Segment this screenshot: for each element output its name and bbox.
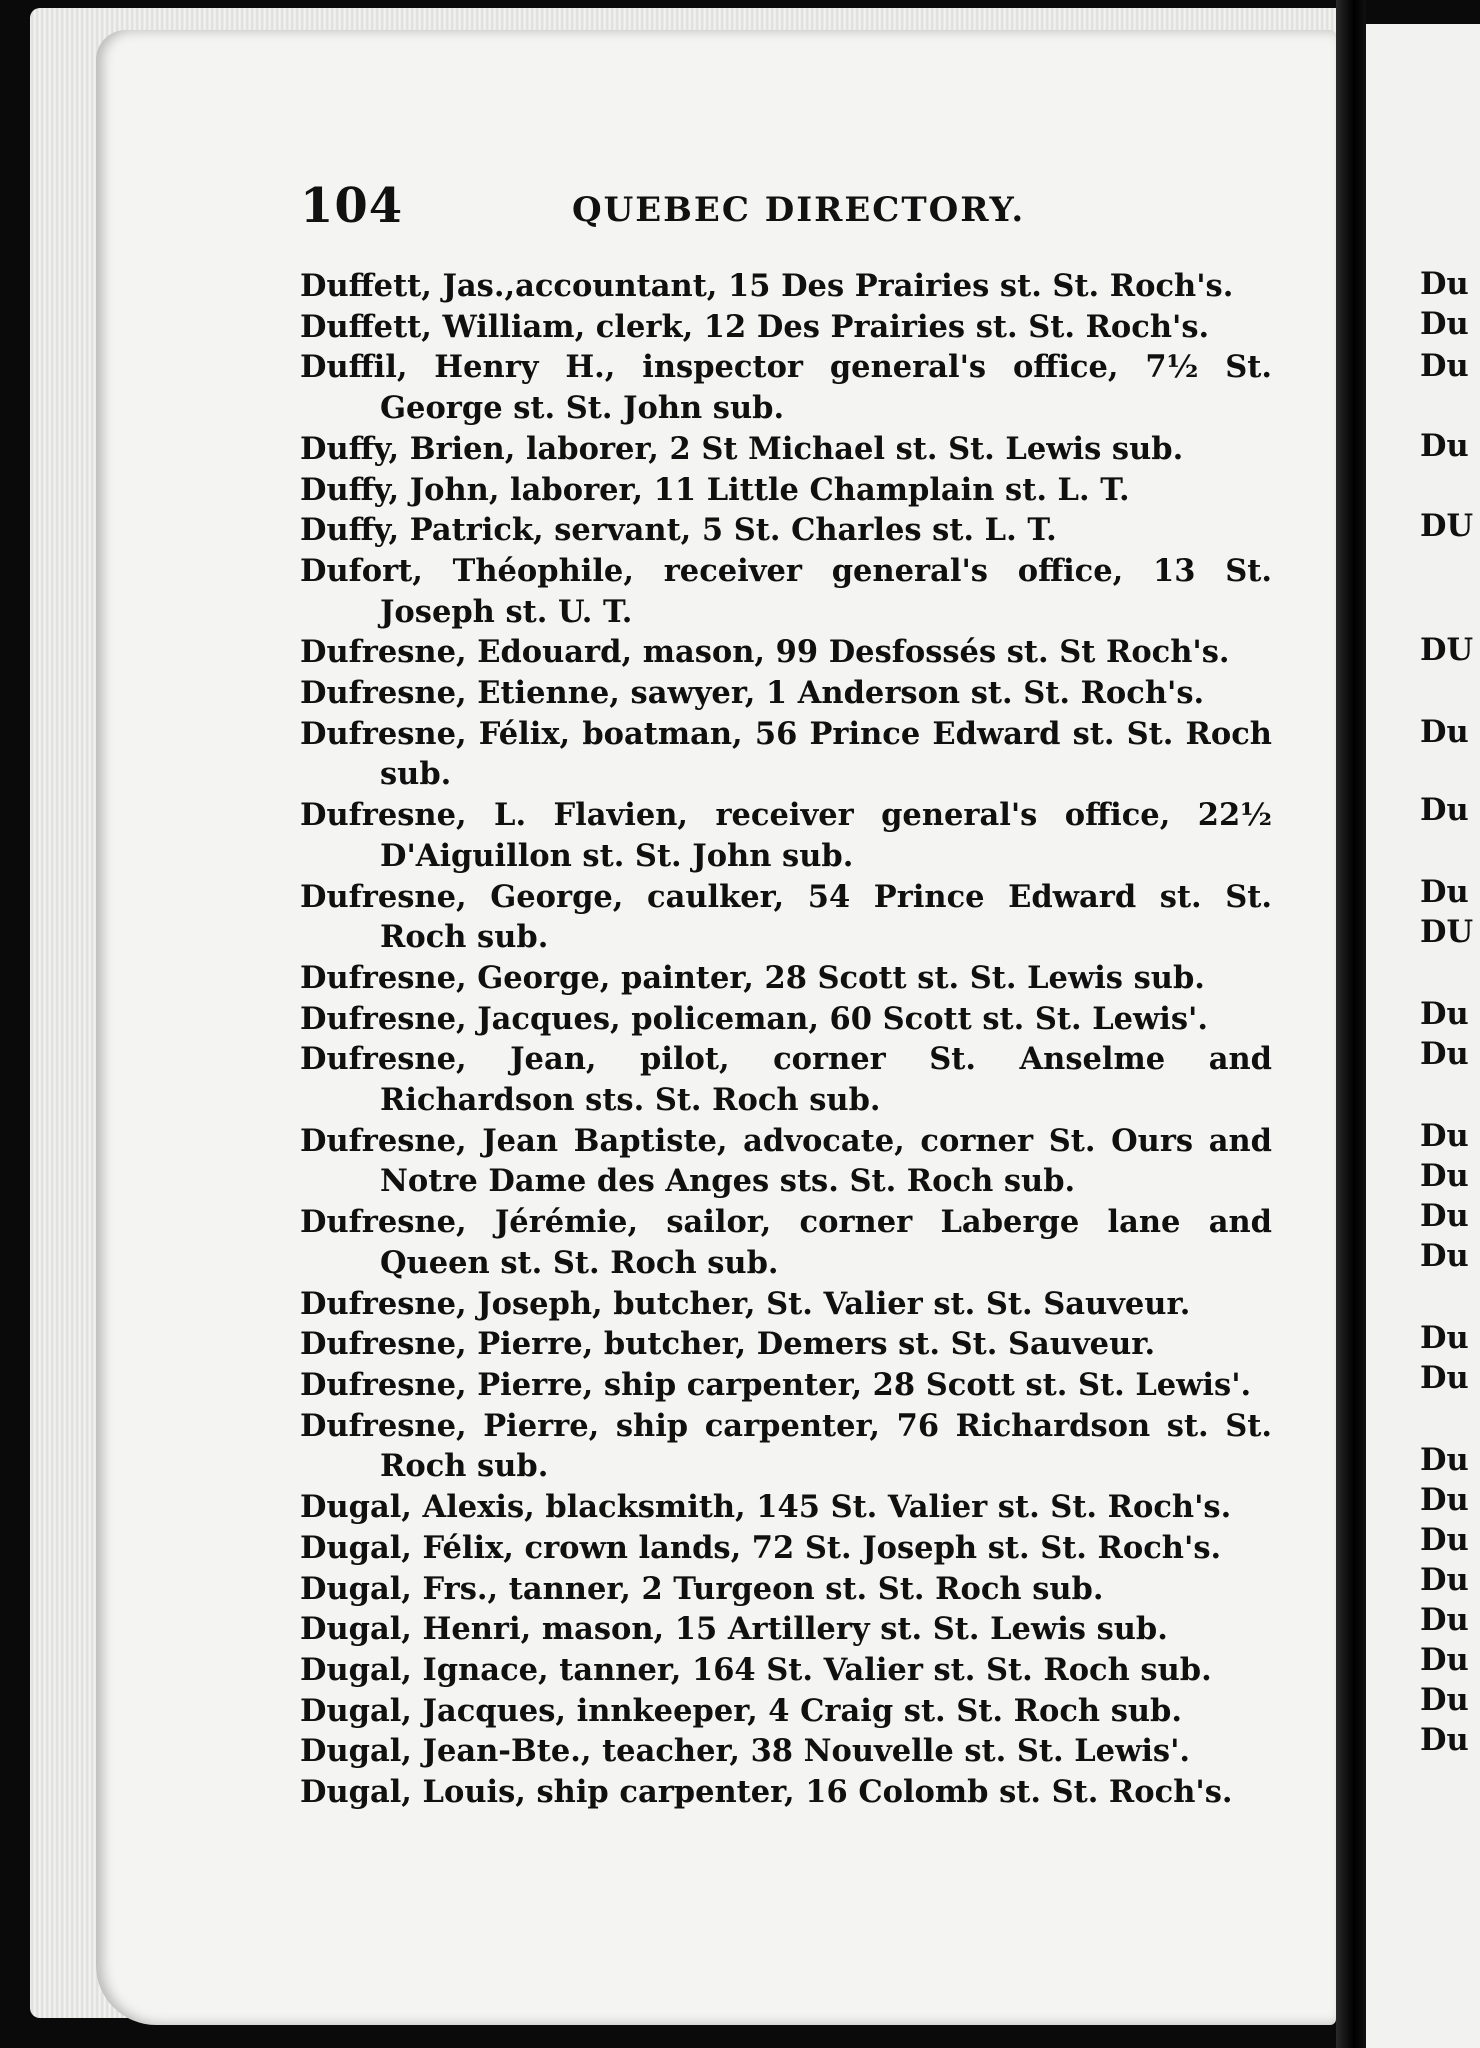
facing-page-fragment: Du xyxy=(1420,1522,1469,1558)
facing-page-fragment: Du xyxy=(1420,1642,1469,1678)
directory-entry: Dufresne, Edouard, mason, 99 Desfossés st. St Roch's. xyxy=(300,634,1230,671)
directory-entry: Dufresne, Jean Baptiste, advocate, corner St. Ours and Notre Dame des Anges sts. St. Roch sub. xyxy=(300,1122,1272,1200)
running-head: QUEBEC DIRECTORY. xyxy=(572,190,1026,230)
directory-entry: Dufresne, Pierre, ship carpenter, 76 Richardson st. St. Roch sub. xyxy=(300,1407,1272,1485)
facing-page-fragment: Du xyxy=(1420,1158,1469,1194)
directory-entry: Dufresne, Joseph, butcher, St. Valier st. St. Sauveur. xyxy=(300,1285,1191,1322)
directory-entry: Dugal, Louis, ship carpenter, 16 Colomb st. St. Roch's. xyxy=(300,1774,1233,1811)
directory-entry: Dugal, Jean-Bte., teacher, 38 Nouvelle st. St. Lewis'. xyxy=(300,1733,1191,1770)
facing-page-fragment: DU xyxy=(1420,914,1474,950)
facing-page-fragment: Du xyxy=(1420,1722,1469,1758)
directory-entry: Dufort, Théophile, receiver general's office, 13 St. Joseph st. U. T. xyxy=(300,552,1272,630)
directory-entry: Dufresne, Félix, boatman, 56 Prince Edward st. St. Roch sub. xyxy=(300,715,1272,793)
facing-page-fragment: Du xyxy=(1420,1602,1469,1638)
directory-entry: Dufresne, Pierre, ship carpenter, 28 Scott st. St. Lewis'. xyxy=(300,1366,1252,1403)
directory-entry: Dufresne, Etienne, sawyer, 1 Anderson st. St. Roch's. xyxy=(300,675,1205,712)
directory-entry: Dufresne, Pierre, butcher, Demers st. St. Sauveur. xyxy=(300,1326,1156,1363)
facing-page-fragment: DU xyxy=(1420,632,1474,668)
facing-page-fragment: Du xyxy=(1420,1482,1469,1518)
directory-entry: Dufresne, L. Flavien, receiver general's office, 22½ D'Aiguillon st. St. John sub. xyxy=(300,797,1272,874)
page-header xyxy=(300,178,1280,238)
directory-entry: Duffett, William, clerk, 12 Des Prairies st. St. Roch's. xyxy=(300,308,1210,345)
directory-entry: Dugal, Frs., tanner, 2 Turgeon st. St. Roch sub. xyxy=(300,1570,1104,1607)
directory-entries xyxy=(300,266,1272,1813)
book-gutter xyxy=(1336,0,1366,2048)
directory-entry: Dugal, Félix, crown lands, 72 St. Joseph st. St. Roch's. xyxy=(300,1529,1222,1566)
directory-entry: Duffil, Henry H., inspector general's office, 7½ St. George st. St. John sub. xyxy=(300,349,1272,427)
directory-entry: Duffy, John, laborer, 11 Little Champlain st. L. T. xyxy=(300,471,1130,508)
page-number: 104 xyxy=(300,178,404,234)
directory-entry: Dugal, Jacques, innkeeper, 4 Craig st. St. Roch sub. xyxy=(300,1692,1182,1729)
facing-page-fragment: Du xyxy=(1420,348,1469,384)
directory-entry: Duffy, Brien, laborer, 2 St Michael st. St. Lewis sub. xyxy=(300,430,1184,467)
directory-entry: Dufresne, Jean, pilot, corner St. Anselme and Richardson sts. St. Roch sub. xyxy=(300,1041,1272,1119)
facing-page-fragment: DU xyxy=(1420,508,1474,544)
directory-entry: Dugal, Henri, mason, 15 Artillery st. St. Lewis sub. xyxy=(300,1611,1168,1648)
directory-entry: Dufresne, George, painter, 28 Scott st. St. Lewis sub. xyxy=(300,959,1205,996)
facing-page-fragment: Du xyxy=(1420,874,1469,910)
facing-page-fragment: Du xyxy=(1420,792,1469,828)
facing-page-fragment: Du xyxy=(1420,1682,1469,1718)
directory-entry: Dufresne, Jérémie, sailor, corner Laberge lane and Queen st. St. Roch sub. xyxy=(300,1204,1272,1281)
facing-page-fragment: Du xyxy=(1420,996,1469,1032)
directory-entry: Dugal, Ignace, tanner, 164 St. Valier st. St. Roch sub. xyxy=(300,1651,1212,1688)
facing-page-fragment: Du xyxy=(1420,266,1469,302)
facing-page-fragment: Du xyxy=(1420,1118,1469,1154)
directory-entry: Dugal, Alexis, blacksmith, 145 St. Valier st. St. Roch's. xyxy=(300,1489,1232,1526)
facing-page-fragment: Du xyxy=(1420,1238,1469,1274)
facing-page-fragment: Du xyxy=(1420,714,1469,750)
facing-page-fragment: Du xyxy=(1420,1360,1469,1396)
facing-page-fragment: Du xyxy=(1420,306,1469,342)
facing-page-fragment: Du xyxy=(1420,1562,1469,1598)
facing-page-fragment: Du xyxy=(1420,1198,1469,1234)
facing-page-fragment: Du xyxy=(1420,1320,1469,1356)
facing-page-fragment: Du xyxy=(1420,1036,1469,1072)
directory-entry: Duffy, Patrick, servant, 5 St. Charles st. L. T. xyxy=(300,512,1057,549)
directory-entry: Dufresne, George, caulker, 54 Prince Edward st. St. Roch sub. xyxy=(300,878,1272,956)
facing-page-fragment: Du xyxy=(1420,1442,1469,1478)
directory-entry: Dufresne, Jacques, policeman, 60 Scott st. St. Lewis'. xyxy=(300,1000,1209,1037)
facing-page-fragment: Du xyxy=(1420,428,1469,464)
directory-entry: Duffett, Jas.,accountant, 15 Des Prairies st. St. Roch's. xyxy=(300,268,1234,304)
